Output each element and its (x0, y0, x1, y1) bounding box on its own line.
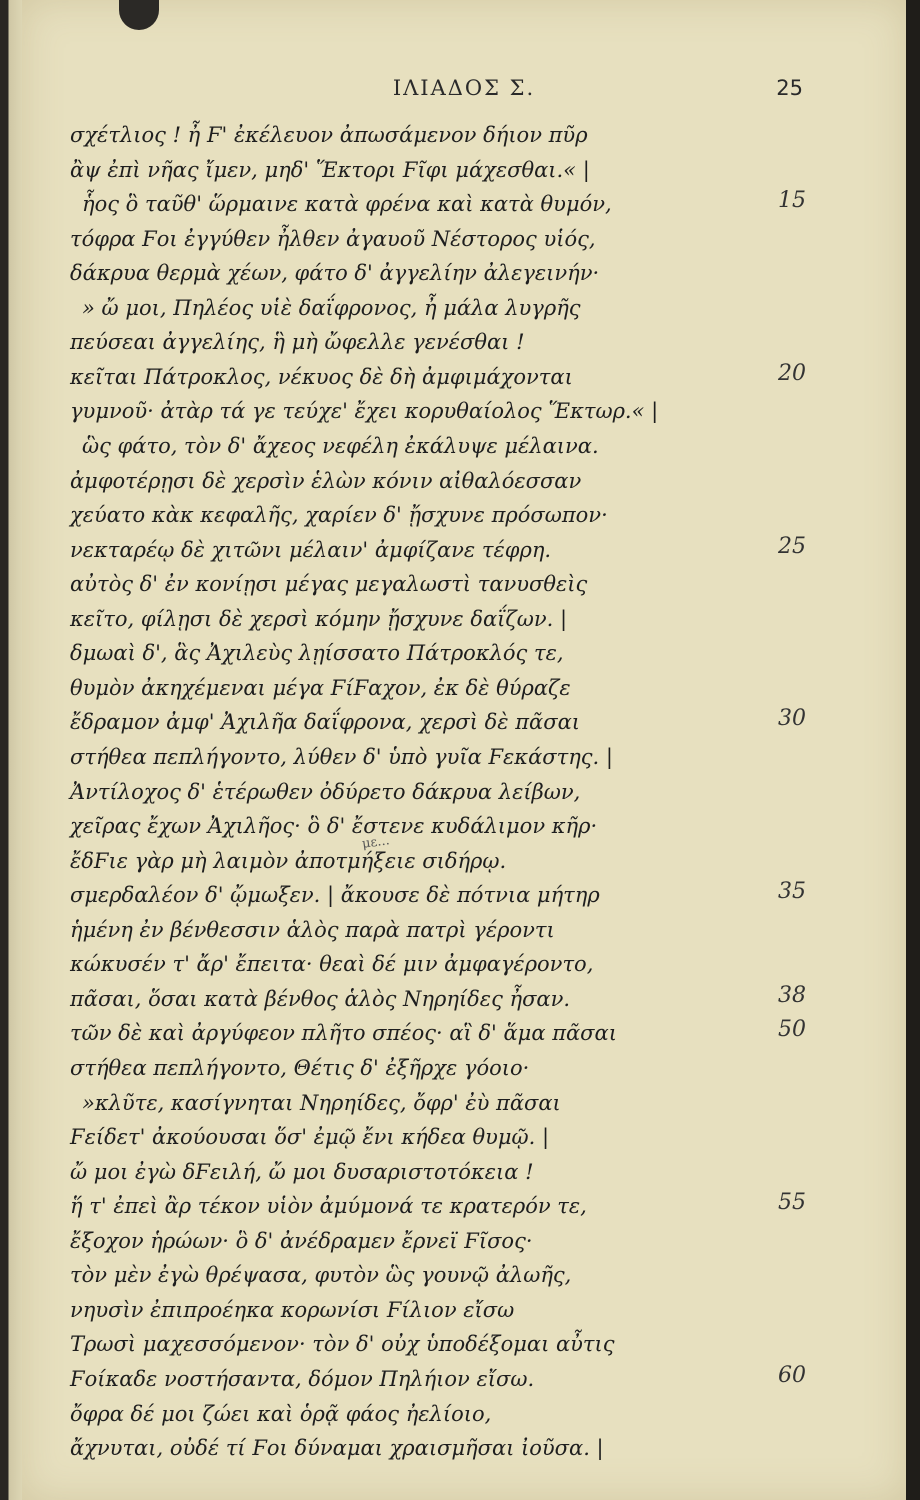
verse-line: ἄχνυται, οὐδέ τί Ϝοι δύναμαι χραισμῆσαι ἰοῦσα. | (70, 1436, 604, 1460)
page-edge-shadow (906, 0, 920, 1500)
line-number: 60 (778, 1363, 806, 1388)
binding-hole (119, 0, 159, 30)
verse-line: σμερδαλέον δ' ᾤμωξεν. | ἄκουσε δὲ πότνια μήτηρ (70, 883, 600, 907)
verse-line: χεύατο κὰκ κεφαλῆς, χαρίεν δ' ᾔσχυνε πρόσωπον· (70, 503, 608, 527)
verse-line: ἧος ὃ ταῦθ' ὥρμαινε κατὰ φρένα καὶ κατὰ θυμόν, (82, 192, 612, 216)
verse-line: ἂψ ἐπὶ νῆας ἴμεν, μηδ' Ἕκτορι Ϝῖφι μάχεσθαι.« | (70, 158, 590, 182)
page-number: 25 (776, 76, 803, 100)
verse-line: ὄφρα δέ μοι ζώει καὶ ὁρᾷ φάος ἠελίοιο, (70, 1402, 492, 1426)
verse-line: πᾶσαι, ὅσαι κατὰ βένθος ἁλὸς Νηρηίδες ἦσαν. (70, 987, 571, 1011)
verse-line: τῶν δὲ καὶ ἀργύφεον πλῆτο σπέος· αἳ δ' ἅμα πᾶσαι (70, 1021, 617, 1045)
verse-line: θυμὸν ἀκηχέμεναι μέγα ϜίϜαχον, ἐκ δὲ θύραζε (70, 676, 571, 700)
verse-line: ἀμφοτέρῃσι δὲ χερσὶν ἑλὼν κόνιν αἰθαλόεσσαν (70, 469, 582, 493)
line-number: 55 (778, 1190, 806, 1215)
verse-line: νηυσὶν ἐπιπροέηκα κορωνίσι Ϝίλιον εἴσω (70, 1298, 515, 1322)
verse-line: Ϝοίκαδε νοστήσαντα, δόμον Πηλήιον εἴσω. (70, 1367, 535, 1391)
verse-line: ἥ τ' ἐπεὶ ἂρ τέκον υἱὸν ἀμύμονά τε κρατερόν τε, (70, 1194, 587, 1218)
verse-line: κώκυσέν τ' ἄρ' ἔπειτα· θεαὶ δέ μιν ἀμφαγέροντο, (70, 952, 594, 976)
verse-line: τὸν μὲν ἐγὼ θρέψασα, φυτὸν ὣς γουνῷ ἀλωῆς, (70, 1263, 572, 1287)
verse-line: δμωαὶ δ', ἃς Ἀχιλεὺς λῃίσσατο Πάτροκλός τε, (70, 641, 564, 665)
verse-line: κεῖτο, φίλῃσι δὲ χερσὶ κόμην ᾔσχυνε δαΐζων. | (70, 607, 568, 631)
verse-line: ὣς φάτο, τὸν δ' ἄχεος νεφέλη ἐκάλυψε μέλαινα. (82, 434, 599, 458)
verse-line: χεῖρας ἔχων Ἀχιλῆος· ὃ δ' ἔστενε κυδάλιμον κῆρ· (70, 814, 598, 838)
verse-line: ὤ μοι ἐγὼ δϜειλή, ὤ μοι δυσαριστοτόκεια ! (70, 1160, 534, 1184)
line-number: 50 (778, 1017, 806, 1042)
verse-line: ἡμένη ἐν βένθεσσιν ἁλὸς παρὰ πατρὶ γέροντι (70, 918, 555, 942)
verse-line: αὐτὸς δ' ἐν κονίῃσι μέγας μεγαλωστὶ τανυσθεὶς (70, 572, 588, 596)
book-page (22, 0, 906, 1500)
verse-line: Τρωσὶ μαχεσσόμενον· τὸν δ' οὐχ ὑποδέξομαι αὖτις (70, 1332, 615, 1356)
running-title: ΙΛΙΑΔΟΣ Σ. (392, 76, 536, 100)
verse-line: »κλῦτε, κασίγνηται Νηρηίδες, ὄφρ' ἐὺ πᾶσαι (82, 1091, 561, 1115)
line-number: 15 (778, 188, 806, 213)
verse-line: γυμνοῦ· ἀτὰρ τά γε τεύχε' ἔχει κορυθαίολος Ἕκτωρ.« | (70, 399, 659, 423)
verse-line: στήθεα πεπλήγοντο, λύθεν δ' ὑπὸ γυῖα Ϝεκάστης. | (70, 745, 613, 769)
verse-line: Ἀντίλοχος δ' ἑτέρωθεν ὀδύρετο δάκρυα λείβων, (70, 780, 581, 804)
verse-line: σχέτλιος ! ἦ Ϝ' ἐκέλευον ἀπωσάμενον δήιον πῦρ (70, 123, 588, 147)
verse-line: πεύσεαι ἀγγελίης, ἣ μὴ ὤφελλε γενέσθαι ! (70, 330, 525, 354)
verse-line: δάκρυα θερμὰ χέων, φάτο δ' ἀγγελίην ἀλεγεινήν· (70, 261, 600, 285)
verse-line: τόφρα Ϝοι ἐγγύθεν ἦλθεν ἀγαυοῦ Νέστορος υἱός, (70, 227, 596, 251)
verse-line: κεῖται Πάτροκλος, νέκυος δὲ δὴ ἀμφιμάχονται (70, 365, 573, 389)
verse-line: ἔξοχον ἡρώων· ὃ δ' ἀνέδραμεν ἔρνεϊ Ϝῖσος· (70, 1229, 533, 1253)
line-number: 38 (778, 983, 806, 1008)
verse-line: Ϝείδετ' ἀκούουσαι ὅσ' ἐμῷ ἔνι κήδεα θυμῷ. | (70, 1125, 550, 1149)
verse-line: » ὤ μοι, Πηλέος υἱὲ δαΐφρονος, ἦ μάλα λυγρῆς (82, 296, 581, 320)
line-number: 20 (778, 361, 806, 386)
binding-edge (0, 0, 22, 1500)
line-number: 35 (778, 879, 806, 904)
verse-line: ἔδϜιε γὰρ μὴ λαιμὸν ἀποτμήξειε σιδήρῳ. (70, 849, 507, 873)
line-number: 25 (778, 534, 806, 559)
verse-line: στήθεα πεπλήγοντο, Θέτις δ' ἐξῆρχε γόοιο· (70, 1056, 530, 1080)
verse-line: ἔδραμον ἀμφ' Ἀχιλῆα δαΐφρονα, χερσὶ δὲ πᾶσαι (70, 710, 580, 734)
line-number: 30 (778, 706, 806, 731)
verse-line: νεκταρέῳ δὲ χιτῶνι μέλαιν' ἀμφίζανε τέφρη. (70, 538, 552, 562)
pencil-annotation: με... (361, 833, 391, 852)
